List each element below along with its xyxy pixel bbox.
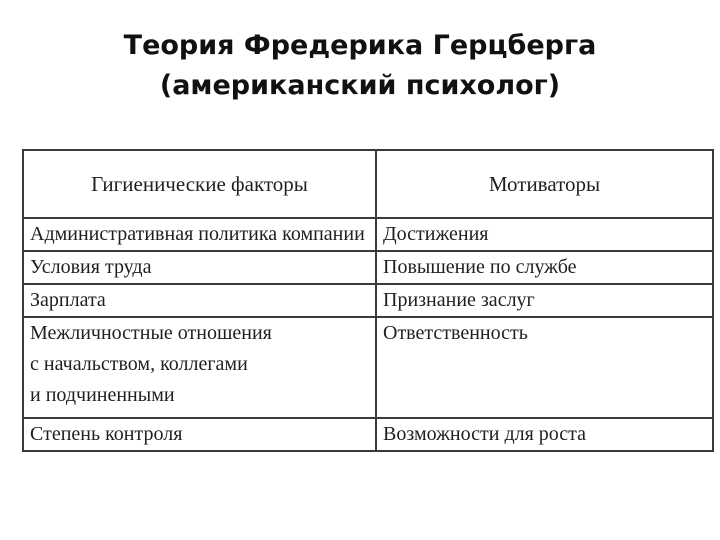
motivator-cell: Признание заслуг bbox=[376, 284, 713, 317]
header-motivators: Мотиваторы bbox=[376, 150, 713, 218]
table-header-row bbox=[23, 150, 713, 218]
table-row bbox=[23, 251, 713, 284]
table-row bbox=[23, 218, 713, 251]
header-hygiene-factors: Гигиенические факторы bbox=[23, 150, 376, 218]
slide-title-line-1: Теория Фредерика Герцберга bbox=[123, 30, 597, 61]
hygiene-factor-cell: Зарплата bbox=[23, 284, 376, 317]
table-row bbox=[23, 317, 713, 418]
hygiene-factor-cell: Административная политика компании bbox=[23, 218, 376, 251]
herzberg-factors-table bbox=[22, 149, 714, 452]
hygiene-factor-cell: Степень контроля bbox=[23, 418, 376, 451]
motivator-cell: Повышение по службе bbox=[376, 251, 713, 284]
motivator-cell: Возможности для роста bbox=[376, 418, 713, 451]
hygiene-factor-cell: Межличностные отношения с начальством, коллегами и подчиненными bbox=[23, 317, 376, 418]
slide-title-line-2: (американский психолог) bbox=[159, 70, 561, 101]
motivator-cell: Достижения bbox=[376, 218, 713, 251]
herzberg-table-container bbox=[22, 149, 712, 452]
motivator-cell: Ответственность bbox=[376, 317, 713, 418]
table-row bbox=[23, 284, 713, 317]
table-row bbox=[23, 418, 713, 451]
slide-title bbox=[0, 26, 720, 106]
hygiene-factor-cell: Условия труда bbox=[23, 251, 376, 284]
